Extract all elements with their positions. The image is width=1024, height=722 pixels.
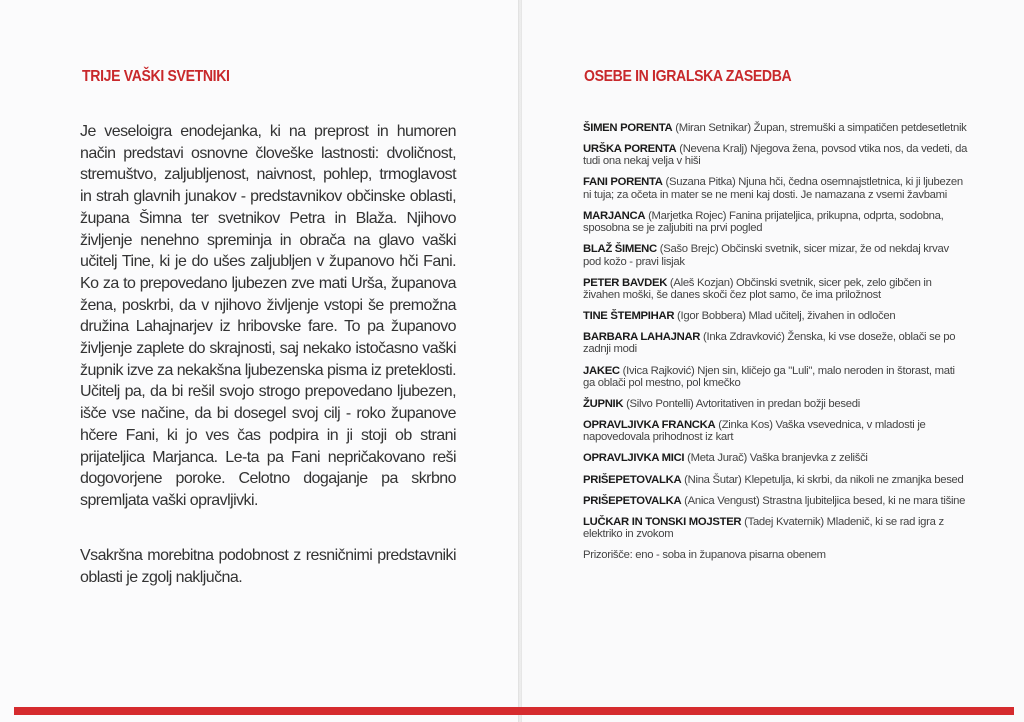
cast-entry [583, 452, 968, 464]
role-description: Klepetulja, ki skrbi, da nikoli ne zmanjka besed [744, 473, 964, 486]
role-name: JAKEC [583, 364, 620, 377]
red-bottom-bar [14, 707, 1014, 715]
role-name: ŽUPNIK [583, 397, 624, 410]
role-name: LUČKAR IN TONSKI MOJSTER [583, 515, 742, 528]
actor-name: (Tadej Kvaternik) [744, 515, 824, 528]
role-description: Mlad učitelj, živahen in odločen [748, 310, 896, 323]
actor-name: (Silvo Pontelli) [626, 397, 694, 410]
role-name: ŠIMEN PORENTA [583, 122, 673, 134]
role-name: OPRAVLJIVKA MICI [583, 452, 685, 465]
actor-name: (Marjetka Rojec) [648, 209, 727, 222]
role-description: Strastna ljubiteljica besed, ki ne mara tišine [762, 494, 966, 507]
role-description: Njen sin, kličejo ga "Luli", malo neroden in štorast, mati ga oblači pol mestno, pol kmečko [583, 364, 955, 389]
role-description: Njuna hči, čedna osemnajstletnica, ki ji ljubezen ni tuja; za očeta in mater se ne meni kaj dosti. Je namazana z vsemi žavbami [583, 176, 963, 201]
cast-entry [583, 143, 968, 168]
cast-entry [583, 122, 968, 134]
role-description: Vaška branjevka z zelišči [749, 452, 868, 465]
role-name: PRIŠEPETOVALKA [583, 494, 682, 507]
role-description: Fanina prijateljica, prikupna, odprta, sodobna, sposobna se je zaljubiti na prvi pogled [583, 209, 944, 235]
cast-list [583, 122, 968, 561]
role-name: TINE ŠTEMPIHAR [583, 310, 675, 323]
role-name: BLAŽ ŠIMENC [583, 243, 657, 256]
cast-entry [583, 331, 968, 356]
role-name: PETER BAVDEK [583, 276, 668, 289]
role-description: Ženska, ki vse doseže, oblači se po zadnji modi [583, 331, 956, 356]
cast-entry [583, 495, 968, 507]
actor-name: (Ivica Rajković) [622, 364, 695, 377]
actor-name: (Nina Šutar) [684, 473, 742, 486]
role-description: Vaška vsevednica, v mladosti je napovedovala prihodnost iz kart [583, 419, 926, 444]
cast-entry [583, 516, 968, 541]
role-description: Župan, stremuški a simpatičen petdesetletnik [753, 122, 967, 134]
cast-entry [583, 176, 968, 201]
cast-entry [583, 310, 968, 322]
actor-name: (Suzana Pitka) [665, 176, 736, 189]
synopsis-text: Je veseloigra enodejanka, ki na preprost in humoren način predstavi osnovne človeške lastnosti: dvoličnost, stremuštvo, zaljubljenost, naivnost, pohlep, trmoglavost in strah glavnih junakov - predstavnikov občinske oblasti, župana Šimna ter svetnikov Petra in Blaža. Njihovo življenje nenehno spreminja in obrača na glavo vaški učitelj Tine, ki je do ušes zaljubljen v županovo hči Fani. Ko za to prepovedano ljubezen zve mati Urša, županova žena, poskrbi, da v njihovo življenje vstopi še premožna družina Lahajnarjev iz hribovske fare. To pa županovo življenje zaplete do skrajnosti, saj nekako istočasno vaški župnik izve za nekakšna ljubezenska pisma iz preteklosti. Učitelj pa, da bi rešil svojo strogo prepovedano ljubezen, išče vse načine, da bi dosegel svoj cilj - roko županove hčere Fani, ki jo ves čas podpira in ji stoji ob strani prijateljica Marjanca. Le-ta pa Fani nepričakovano reši dogovorjene poroke. Celotno dogajanje pa skrbno spremljata vaški opravljivki. [80, 123, 456, 509]
cast-entry [583, 398, 968, 410]
actor-name: (Anica Vengust) [684, 494, 760, 507]
role-name: MARJANCA [583, 209, 646, 222]
cast-entry [583, 419, 968, 444]
cast-entry [583, 277, 968, 302]
role-description: Njegova žena, povsod vtika nos, da vedeti, da tudi ona nekaj velja v hiši [583, 143, 968, 168]
cast-entry [583, 365, 968, 390]
cast-entry [583, 243, 968, 268]
actor-name: (Igor Bobbera) [677, 310, 746, 323]
actor-name: (Miran Setnikar) [675, 122, 751, 134]
actor-name: (Meta Jurač) [687, 452, 747, 465]
right-page [522, 0, 1024, 722]
role-name: URŠKA PORENTA [583, 143, 677, 156]
actor-name: (Nevena Kralj) [679, 143, 748, 156]
right-heading: OSEBE IN IGRALSKA ZASEDBA [584, 68, 792, 85]
actor-name: (Zinka Kos) [718, 419, 773, 432]
role-name: PRIŠEPETOVALKA [583, 473, 682, 486]
role-description: Mladenič, ki se rad igra z elektriko in zvokom [583, 515, 944, 540]
actor-name: (Sašo Brejc) [659, 243, 719, 256]
disclaimer-text: Vsakršna morebitna podobnost z resničnimi predstavniki oblasti je zgolj naključna. [80, 547, 456, 586]
role-name: OPRAVLJIVKA FRANCKA [583, 419, 716, 432]
role-description: Avtoritativen in predan božji besedi [695, 397, 860, 410]
cast-entry [583, 474, 968, 486]
setting-text: Prizorišče: eno - soba in županova pisarna obenem [583, 549, 826, 562]
left-heading: TRIJE VAŠKI SVETNIKI [82, 68, 230, 85]
role-name: BARBARA LAHAJNAR [583, 331, 701, 344]
role-name: FANI PORENTA [583, 176, 663, 189]
role-description: Občinski svetnik, sicer pek, zelo gibčen in živahen moški, še danes skoči čez plot samo, če ima priložnost [583, 276, 932, 301]
actor-name: (Aleš Kozjan) [669, 276, 734, 289]
cast-entry [583, 210, 968, 235]
role-description: Občinski svetnik, sicer mizar, že od nekdaj krvav pod kožo - pravi lisjak [583, 243, 949, 268]
actor-name: (Inka Zdravković) [703, 331, 785, 344]
